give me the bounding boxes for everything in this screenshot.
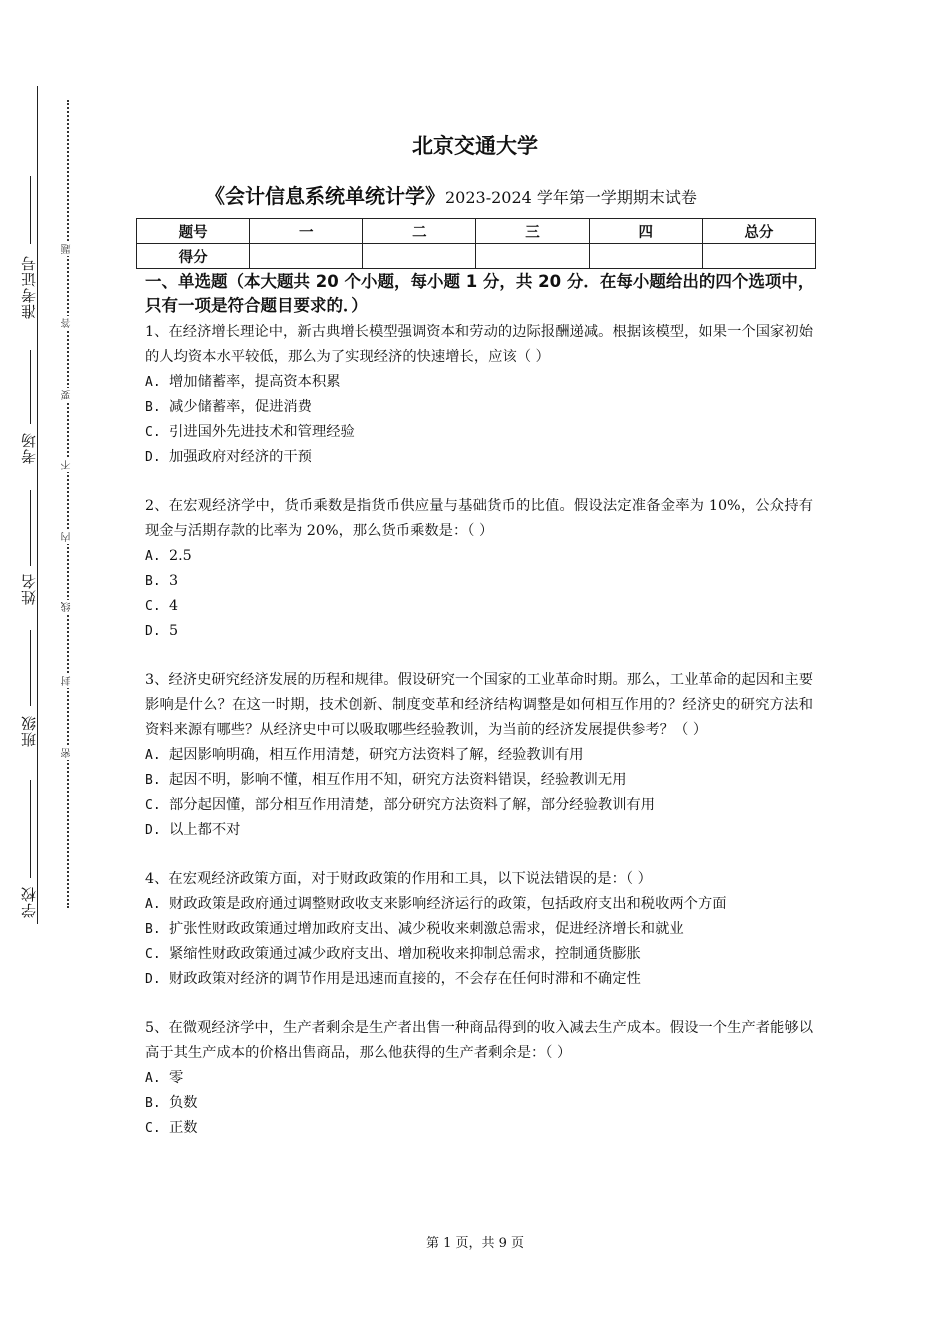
school-name: 北京交通大学 bbox=[412, 134, 538, 158]
option-key: C. bbox=[145, 1121, 161, 1136]
score-cell[interactable] bbox=[476, 244, 589, 269]
question-option bbox=[145, 942, 813, 967]
score-table bbox=[136, 218, 816, 269]
question-option bbox=[145, 445, 813, 470]
course-name: 《会计信息系统单统计学》 bbox=[205, 184, 445, 208]
score-table-header-row bbox=[137, 219, 816, 244]
question-option bbox=[145, 818, 813, 843]
option-key: D. bbox=[145, 624, 161, 639]
option-key: B. bbox=[145, 773, 161, 788]
option-key: C. bbox=[145, 798, 161, 813]
question-option bbox=[145, 420, 813, 445]
binding-label-exam-number: 准考证号 bbox=[20, 255, 38, 319]
question-stem: 4、在宏观经济政策方面，对于财政政策的作用和工具，以下说法错误的是：（ ） bbox=[145, 871, 652, 887]
binding-label-exam-room: 考场 bbox=[20, 432, 38, 464]
score-table-score-row bbox=[137, 244, 816, 269]
question bbox=[145, 1016, 813, 1141]
option-key: B. bbox=[145, 400, 161, 415]
question-option bbox=[145, 1066, 813, 1091]
score-table-row-label: 题号 bbox=[137, 219, 250, 244]
option-key: D. bbox=[145, 450, 161, 465]
option-key: D. bbox=[145, 823, 161, 838]
option-text: 财政政策对经济的调节作用是迅速而直接的，不会存在任何时滞和不确定性 bbox=[169, 971, 641, 987]
score-table-score-label: 得分 bbox=[137, 244, 250, 269]
option-text: 紧缩性财政政策通过减少政府支出、增加税收来抑制总需求，控制通货膨胀 bbox=[169, 946, 641, 962]
option-text: 起因影响明确，相互作用清楚，研究方法资料了解，经验教训有用 bbox=[169, 747, 584, 763]
question-option bbox=[145, 594, 813, 619]
question-option bbox=[145, 743, 813, 768]
binding-label-school: 学校 bbox=[20, 886, 38, 918]
question bbox=[145, 668, 813, 843]
question bbox=[145, 320, 813, 470]
score-cell[interactable] bbox=[363, 244, 476, 269]
section-heading: 一、单选题（本大题共 20 个小题，每小题 1 分，共 20 分．在每小题给出的四个选项中，只有一项是符合题目要求的．） bbox=[145, 272, 815, 315]
option-key: D. bbox=[145, 972, 161, 987]
score-cell[interactable] bbox=[589, 244, 702, 269]
option-key: B. bbox=[145, 1096, 161, 1111]
score-table-column: 总分 bbox=[702, 219, 815, 244]
option-text: 加强政府对经济的干预 bbox=[169, 449, 312, 465]
question-option bbox=[145, 370, 813, 395]
seal-char: 不 bbox=[62, 460, 73, 470]
option-text: 引进国外先进技术和管理经验 bbox=[169, 424, 355, 440]
score-table-column: 二 bbox=[363, 219, 476, 244]
seal-char: 内 bbox=[62, 532, 73, 542]
option-key: A. bbox=[145, 897, 161, 912]
option-text: 4 bbox=[169, 598, 179, 614]
option-key: C. bbox=[145, 947, 161, 962]
option-text: 2.5 bbox=[169, 548, 192, 564]
option-key: A. bbox=[145, 375, 161, 390]
question-option bbox=[145, 1091, 813, 1116]
option-text: 扩张性财政政策通过增加政府支出、减少税收来刺激总需求，促进经济增长和就业 bbox=[169, 921, 684, 937]
binding-solid-line bbox=[37, 86, 38, 924]
question-stem: 3、经济史研究经济发展的历程和规律。假设研究一个国家的工业革命时期。那么，工业革命的起因和主要影响是什么？在这一时期，技术创新、制度变革和经济结构调整是如何相互作用的？经济史的研究方法和资料来源有哪些？从经济史中可以吸取哪些经验教训，为当前的经济发展提供参考？（ ） bbox=[145, 672, 813, 738]
seal-char: 线 bbox=[62, 602, 73, 612]
page-footer: 第 1 页，共 9 页 bbox=[425, 1236, 525, 1251]
score-table-column: 四 bbox=[589, 219, 702, 244]
question-option bbox=[145, 793, 813, 818]
option-text: 正数 bbox=[169, 1120, 198, 1136]
option-text: 负数 bbox=[169, 1095, 198, 1111]
score-table-column: 三 bbox=[476, 219, 589, 244]
option-key: B. bbox=[145, 574, 161, 589]
question-stem: 5、在微观经济学中，生产者剩余是生产者出售一种商品得到的收入减去生产成本。假设一个生产者能够以高于其生产成本的价格出售商品，那么他获得的生产者剩余是：（ ） bbox=[145, 1020, 813, 1061]
question-option bbox=[145, 544, 813, 569]
option-text: 5 bbox=[169, 623, 179, 639]
question-stem: 2、在宏观经济学中，货币乘数是指货币供应量与基础货币的比值。假设法定准备金率为 10%，公众持有现金与活期存款的比率为 20%，那么货币乘数是：（ ） bbox=[145, 498, 813, 539]
question bbox=[145, 867, 813, 992]
score-cell[interactable] bbox=[250, 244, 363, 269]
question bbox=[145, 494, 813, 644]
exam-title bbox=[205, 180, 697, 209]
option-text: 部分起因懂，部分相互作用清楚，部分研究方法资料了解，部分经验教训有用 bbox=[169, 797, 656, 813]
option-key: C. bbox=[145, 425, 161, 440]
binding-underline bbox=[30, 780, 31, 878]
option-text: 财政政策是政府通过调整财政收支来影响经济运行的政策，包括政府支出和税收两个方面 bbox=[169, 896, 727, 912]
question-stem: 1、在经济增长理论中，新古典增长模型强调资本和劳动的边际报酬递减。根据该模型，如果一个国家初始的人均资本水平较低，那么为了实现经济的快速增长，应该（ ） bbox=[145, 324, 813, 365]
binding-label-name: 姓名 bbox=[20, 573, 38, 605]
question-option bbox=[145, 892, 813, 917]
binding-dotted-line bbox=[67, 100, 69, 908]
option-key: A. bbox=[145, 549, 161, 564]
option-text: 3 bbox=[169, 573, 179, 589]
question-option bbox=[145, 967, 813, 992]
question-option bbox=[145, 1116, 813, 1141]
score-cell[interactable] bbox=[702, 244, 815, 269]
binding-underline bbox=[30, 490, 31, 566]
question-option bbox=[145, 395, 813, 420]
question-option bbox=[145, 569, 813, 594]
seal-char: 要 bbox=[62, 390, 73, 400]
question-list bbox=[145, 320, 813, 1165]
option-text: 以上都不对 bbox=[169, 822, 241, 838]
option-text: 减少储蓄率，促进消费 bbox=[169, 399, 312, 415]
score-table-column: 一 bbox=[250, 219, 363, 244]
option-key: A. bbox=[145, 1071, 161, 1086]
binding-underline bbox=[30, 630, 31, 706]
option-text: 零 bbox=[169, 1070, 184, 1086]
question-option bbox=[145, 619, 813, 644]
binding-label-class: 班级 bbox=[20, 715, 38, 747]
option-key: B. bbox=[145, 922, 161, 937]
option-text: 起因不明，影响不懂，相互作用不知，研究方法资料错误，经验教训无用 bbox=[169, 772, 627, 788]
option-key: C. bbox=[145, 599, 161, 614]
binding-underline bbox=[30, 176, 31, 244]
seal-char: 封 bbox=[62, 676, 73, 686]
question-option bbox=[145, 917, 813, 942]
seal-char: 答 bbox=[62, 318, 73, 328]
seal-char: 题 bbox=[62, 244, 73, 254]
question-option bbox=[145, 768, 813, 793]
option-key: A. bbox=[145, 748, 161, 763]
option-text: 增加储蓄率，提高资本积累 bbox=[169, 374, 341, 390]
seal-char: 密 bbox=[62, 748, 73, 758]
exam-term: 2023-2024 学年第一学期期末试卷 bbox=[445, 188, 697, 207]
binding-underline bbox=[30, 350, 31, 424]
